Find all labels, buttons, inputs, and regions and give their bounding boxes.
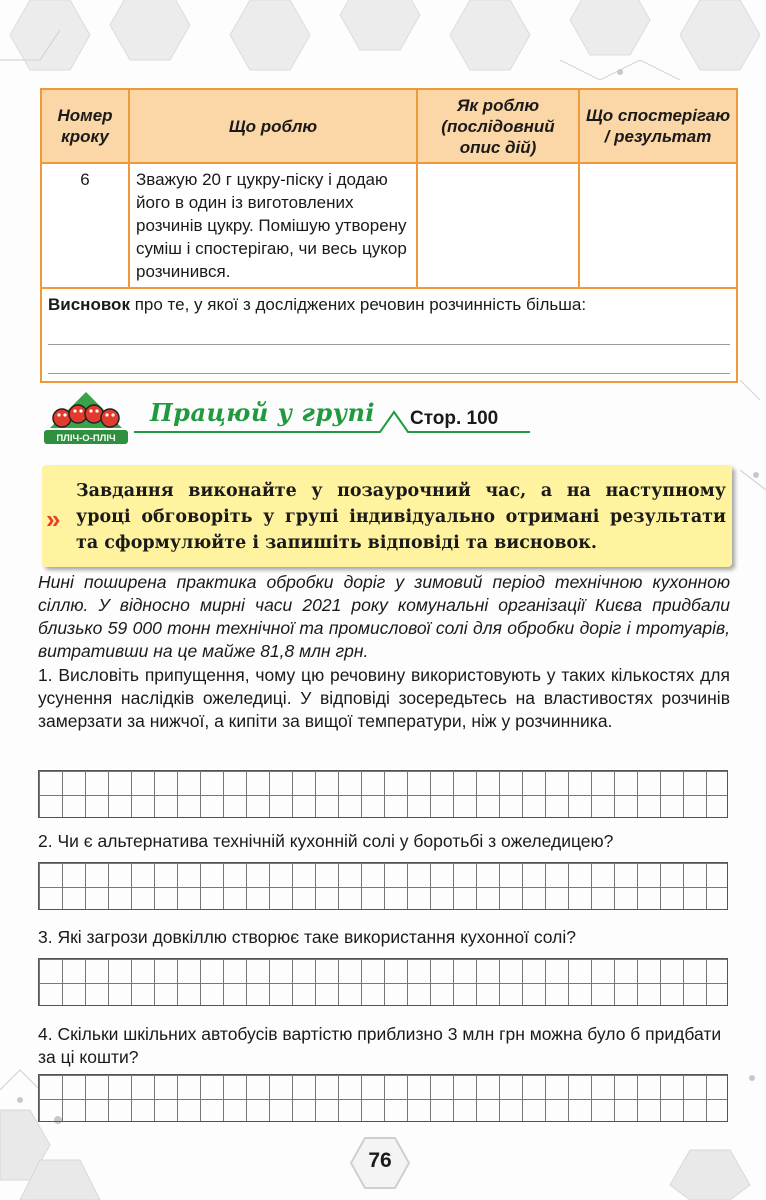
answer-grid-2[interactable] [38,862,728,910]
what-i-do-cell: Зважую 20 г цукру-піску і додаю його в один із виготовлених розчинів цукру. Помішую утворену суміш і спостерігаю, чи весь цукор розчинився. [129,163,417,288]
table-header-row [41,89,737,163]
page-reference: Стор. 100 [410,408,499,429]
intro-paragraph: Нині поширена практика обробки доріг у зимовий період технічною кухонною сіллю. У відносно мирні часи 2021 року комунальні організації Києва придбали близько 59 000 тонн технічної та промислової солі для обробки доріг і тротуарів, витративши на це майже 81,8 млн грн. [38,572,730,661]
task-text: Завдання виконайте у позаурочний час, а на наступному уроці обговоріть у групі індивідуально отримані результати та сформулюйте і запишіть відповіді та висновок. [76,481,726,553]
question-2: 2. Чи є альтернатива технічній кухонній солі у боротьбі з ожеледицею? [38,831,614,851]
conclusion-label: Висновок [48,295,130,314]
question-1: 1. Висловіть припущення, чому цю речовину використовують у таких кількостях для усунення наслідків ожеледиці. У відповіді зосередьтесь на властивостях розчинів замерзати за нижчої, а кипіти за вищої температури, ніж у розчинника. [38,665,730,731]
page-number: 76 [368,1149,392,1172]
answer-grid-3[interactable] [38,958,728,1006]
conclusion-text: про те, у якої з досліджених речовин розчинність більша: [129,295,587,314]
header-how-i-do: Як роблю (послідовний опис дій) [417,89,579,163]
header-what-i-observe: Що спостерігаю / результат [579,89,737,163]
what-i-observe-cell[interactable] [579,163,737,288]
conclusion-cell [41,288,737,382]
side-by-side-badge-icon [42,384,130,448]
how-i-do-cell[interactable] [417,163,579,288]
answer-line[interactable] [48,345,730,374]
step-number-cell: 6 [41,163,129,288]
double-chevron-icon: » [46,504,54,534]
conclusion-row [41,288,737,382]
answer-grid-4[interactable] [38,1074,728,1122]
table-row [41,163,737,288]
group-work-title: Працюй у групі [150,398,376,427]
header-step-number: Номер кроку [41,89,129,163]
badge-text: ПЛІЧ-О-ПЛІЧ [56,433,116,444]
answer-grid-1[interactable] [38,770,728,818]
question-4: 4. Скільки шкільних автобусів вартістю приблизно 3 млн грн можна було б придбати за ці кошти? [38,1024,722,1067]
question-3: 3. Які загрози довкіллю створює таке використання кухонної солі? [38,927,576,947]
observation-table [40,88,738,383]
header-what-i-do: Що роблю [129,89,417,163]
answer-line[interactable] [48,316,730,345]
